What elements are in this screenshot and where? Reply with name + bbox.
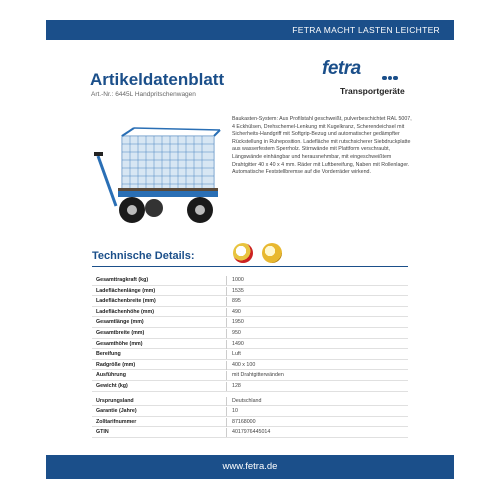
column-divider xyxy=(226,418,227,427)
header-slogan-banner: FETRA MACHT LASTEN LEICHTER xyxy=(46,20,454,40)
table-row xyxy=(92,360,408,371)
spec-label: Ladeflächenbreite (mm) xyxy=(96,298,156,305)
spec-value: 895 xyxy=(232,298,241,305)
article-number: Art.-Nr.: 6445L Handpritschenwagen xyxy=(91,91,196,98)
column-divider xyxy=(226,308,227,317)
section-divider xyxy=(92,266,408,267)
column-divider xyxy=(226,428,227,437)
column-divider xyxy=(226,397,227,406)
spec-label: Ladeflächenlänge (mm) xyxy=(96,287,156,294)
spec-value: 1535 xyxy=(232,287,244,294)
spec-value: 1490 xyxy=(232,340,244,347)
table-row xyxy=(92,349,408,360)
spec-value: 1950 xyxy=(232,319,244,326)
column-divider xyxy=(226,361,227,370)
spec-label: Gewicht (kg) xyxy=(96,382,128,389)
spec-label: Ladeflächenhöhe (mm) xyxy=(96,308,154,315)
spec-label: GTIN xyxy=(96,429,109,436)
spec-value: 490 xyxy=(232,308,241,315)
spec-label: Ausführung xyxy=(96,372,127,379)
spec-value: 400 x 100 xyxy=(232,361,256,368)
page-title: Artikeldatenblatt xyxy=(90,70,225,89)
specs-section-title: Technische Details: xyxy=(92,250,195,262)
column-divider xyxy=(226,371,227,380)
column-divider xyxy=(226,329,227,338)
warranty-seal-icon xyxy=(262,243,282,263)
spec-label: Radgröße (mm) xyxy=(96,361,136,368)
table-row xyxy=(92,339,408,350)
logo-wordmark: fetra xyxy=(322,58,361,79)
spec-value: Deutschland xyxy=(232,397,262,404)
column-divider xyxy=(226,340,227,349)
logo-dots-icon xyxy=(382,67,399,85)
column-divider xyxy=(226,350,227,359)
table-row xyxy=(92,396,408,407)
spec-value: 128 xyxy=(232,382,241,389)
table-row xyxy=(92,370,408,381)
specs-table xyxy=(92,275,408,438)
spec-value: 950 xyxy=(232,329,241,336)
table-row xyxy=(92,275,408,286)
made-in-germany-seal-icon xyxy=(233,243,253,263)
column-divider xyxy=(226,318,227,327)
column-divider xyxy=(226,287,227,296)
table-row xyxy=(92,286,408,297)
table-row xyxy=(92,317,408,328)
spec-label: Gesamtlänge (mm) xyxy=(96,319,144,326)
column-divider xyxy=(226,382,227,391)
spec-value: 1000 xyxy=(232,277,244,283)
spec-value: 87168000 xyxy=(232,418,256,425)
spec-label: Ursprungsland xyxy=(96,397,134,404)
spec-label: Gesamttragkraft (kg) xyxy=(96,277,149,283)
spec-value: 4017976445014 xyxy=(232,429,271,436)
spec-label: Gesamtbreite (mm) xyxy=(96,329,145,336)
spec-label: Gesamthöhe (mm) xyxy=(96,340,143,347)
table-row xyxy=(92,307,408,318)
fetra-logo xyxy=(322,58,402,82)
table-row xyxy=(92,427,408,438)
column-divider xyxy=(226,407,227,416)
spec-label: Bereifung xyxy=(96,351,121,358)
spec-value: Luft xyxy=(232,351,241,358)
table-row xyxy=(92,328,408,339)
table-row xyxy=(92,406,408,417)
spec-value: mit Drahtgitterwänden xyxy=(232,372,284,379)
column-divider xyxy=(226,297,227,306)
table-row xyxy=(92,296,408,307)
footer-url[interactable]: www.fetra.de xyxy=(46,455,454,479)
product-description: Baukasten-System: Aus Profilstahl geschweißt, pulverbeschichtet RAL 5007, 4 Eckhülsen, Drehschemel-Lenkung mit Kugelkranz, Scherendeichsel mit Sicherheits-Handgriff mit Softgrip-Bezug und automatischer gedämpfter Rückstellung in Ruheposition. Ladefläche mit rutschsicherer Siebdruckplatte aus wasserfestem Sperrholz. Stirnwände mit Plattform verschraubt, Längswände einhängbar und herausnehmbar, mit eingeschweißtem Drahtgitter 40 x 40 x 4 mm. Räder mit Luftbereifung, Naben mit Rollenlager. Automatische Feststellbremse auf die Vorderräder wirkend. xyxy=(232,116,412,176)
column-divider xyxy=(226,276,227,285)
product-image-cart-icon xyxy=(92,118,222,228)
spec-label: Zolltarifnummer xyxy=(96,418,137,425)
spec-value: 10 xyxy=(232,408,238,415)
table-row xyxy=(92,381,408,392)
table-row xyxy=(92,417,408,428)
spec-label: Garantie (Jahre) xyxy=(96,408,137,415)
brand-subtitle: Transportgeräte xyxy=(340,86,405,96)
